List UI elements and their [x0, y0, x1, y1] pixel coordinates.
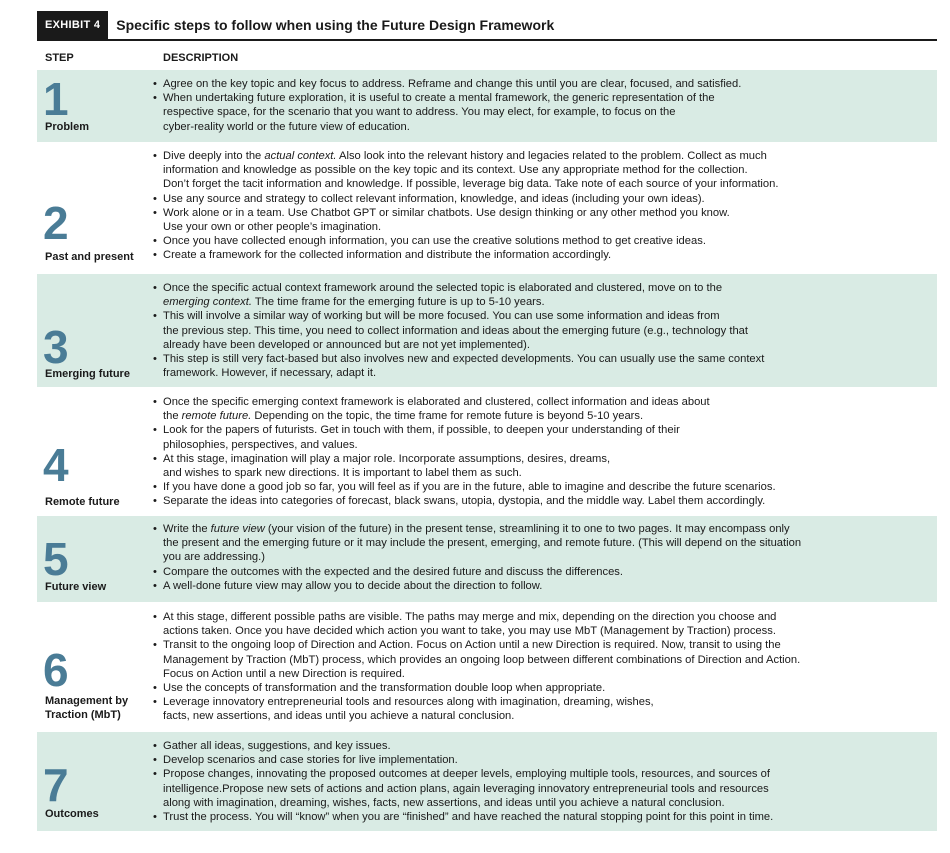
step-number: 4 [43, 439, 69, 491]
description-bullet: • Look for the papers of futurists. Get in touch with them, if possible, to deepen your understanding of their philosophies, perspectives, and values. [151, 423, 933, 451]
step-number: 1 [43, 73, 69, 125]
description-bullet: • This will involve a similar way of working but will be more focused. You can use some information and ideas from the previous step. This time, you need to collect information and ideas about the emerging future (e.g., technology that already have been developed or announced but are not yet implemented). [151, 309, 933, 352]
step-number: 3 [43, 321, 69, 373]
step-cell [37, 732, 155, 831]
exhibit-title-bar [37, 11, 937, 41]
description-bullet: • Use any source and strategy to collect relevant information, knowledge, and ideas (including your own ideas). [151, 192, 933, 206]
description-bullet: • At this stage, imagination will play a major role. Incorporate assumptions, desires, dreams, and wishes to spark new directions. It is important to label them as such. [151, 452, 933, 480]
description-bullet: • This step is still very fact-based but also involves new and expected developments. You can usually use the same context framework. However, if necessary, adapt it. [151, 352, 933, 380]
step-label: Management by Traction (MbT) [45, 695, 129, 721]
step-label: Future view [45, 581, 107, 593]
step-cell [37, 70, 155, 142]
description-bullet: • Trust the process. You will “know” when you are “finished” and have reached the natural stopping point for this point in time. [151, 810, 933, 824]
step-cell [37, 516, 155, 602]
description-bullet: • When undertaking future exploration, it is useful to create a mental framework, the generic representation of the respective space, for the scenario that you want to address. You may elect, for example, to focus on the cyber-reality world or the future view of education. [151, 91, 933, 134]
step-number: 2 [43, 197, 69, 249]
step-number: 5 [43, 533, 69, 585]
step-row-2 [37, 142, 937, 274]
step-number: 6 [43, 644, 69, 696]
description-bullet: • Use the concepts of transformation and the transformation double loop when appropriate. [151, 681, 933, 695]
description-bullet: • At this stage, different possible paths are visible. The paths may merge and mix, depending on the direction you choose and actions taken. Once you have decided which action you want to take, you may use MbT (Management by Traction) process. [151, 610, 933, 638]
step-label: Past and present [45, 251, 134, 263]
step-description [151, 149, 933, 263]
step-description [151, 281, 933, 380]
step-row-3 [37, 274, 937, 387]
step-description [151, 395, 933, 509]
step-label: Outcomes [45, 808, 99, 820]
step-description [151, 739, 933, 824]
column-header-description: DESCRIPTION [163, 52, 239, 64]
exhibit-tag: EXHIBIT 4 [37, 11, 108, 39]
description-bullet: • Agree on the key topic and key focus to address. Reframe and change this until you are clear, focused, and satisfied. [151, 77, 933, 91]
steps-table [37, 70, 937, 831]
step-row-1 [37, 70, 937, 142]
description-bullet: • Separate the ideas into categories of forecast, black swans, utopia, dystopia, and the middle way. Label them accordingly. [151, 494, 933, 508]
description-bullet: • Leverage innovatory entrepreneurial tools and resources along with imagination, dreaming, wishes, facts, new assertions, and ideas until you achieve a natural conclusion. [151, 695, 933, 723]
description-bullet: • Dive deeply into the actual context. Also look into the relevant history and legacies related to the problem. Collect as much information and knowledge as possible on the key topic and its context. Use any appropriate method for the collection. Don’t forget the tacit information and knowledge. If possible, leverage big data. Take note of each source of your information. [151, 149, 933, 192]
step-description [151, 522, 933, 593]
step-row-6 [37, 602, 937, 732]
step-cell [37, 602, 155, 732]
description-bullet: • Compare the outcomes with the expected and the desired future and discuss the differences. [151, 565, 933, 579]
column-header-step: STEP [45, 52, 74, 64]
description-bullet: • Create a framework for the collected information and distribute the information accordingly. [151, 248, 933, 262]
step-description [151, 610, 933, 724]
description-bullet: • Once you have collected enough information, you can use the creative solutions method to get creative ideas. [151, 234, 933, 248]
description-bullet: • Write the future view (your vision of the future) in the present tense, streamlining it to one to two pages. It may encompass only the present and the emerging future or it may include the present, emerging, and remote future. (This will depend on the situation you are addressing.) [151, 522, 933, 565]
step-cell [37, 387, 155, 516]
description-bullet: • Work alone or in a team. Use Chatbot GPT or similar chatbots. Use design thinking or any other method you know. Use your own or other people’s imagination. [151, 206, 933, 234]
step-row-7 [37, 732, 937, 831]
step-label: Remote future [45, 496, 120, 508]
description-bullet: • Develop scenarios and case stories for live implementation. [151, 753, 933, 767]
step-number: 7 [43, 759, 69, 811]
step-row-5 [37, 516, 937, 602]
description-bullet: • If you have done a good job so far, you will feel as if you are in the future, able to imagine and describe the future scenarios. [151, 480, 933, 494]
description-bullet: • A well-done future view may allow you to decide about the direction to follow. [151, 579, 933, 593]
description-bullet: • Gather all ideas, suggestions, and key issues. [151, 739, 933, 753]
step-label: Emerging future [45, 368, 130, 380]
description-bullet: • Once the specific actual context framework around the selected topic is elaborated and clustered, move on to the emerging context. The time frame for the emerging future is up to 5-10 years. [151, 281, 933, 309]
step-description [151, 77, 933, 134]
description-bullet: • Once the specific emerging context framework is elaborated and clustered, collect information and ideas about the remote future. Depending on the topic, the time frame for remote future is beyond 5-10 years. [151, 395, 933, 423]
step-label: Problem [45, 121, 90, 133]
step-cell [37, 142, 155, 274]
step-cell [37, 274, 155, 387]
exhibit-title: Specific steps to follow when using the Future Design Framework [116, 17, 555, 33]
step-row-4 [37, 387, 937, 516]
table-header [37, 46, 937, 70]
description-bullet: • Transit to the ongoing loop of Direction and Action. Focus on Action until a new Direction is required. Now, transit to using the Management by Traction (MbT) process, which provides an ongoing loop between different combinations of Direction and Action. Focus on Action until a new Direction is required. [151, 638, 933, 681]
description-bullet: • Propose changes, innovating the proposed outcomes at deeper levels, employing multiple tools, resources, and sources of intelligence.Propose new sets of actions and action plans, again leveraging innovatory entrepreneurial tools and resources along with imagination, dreaming, wishes, facts, new assertions, and ideas until you achieve a natural conclusion. [151, 767, 933, 810]
